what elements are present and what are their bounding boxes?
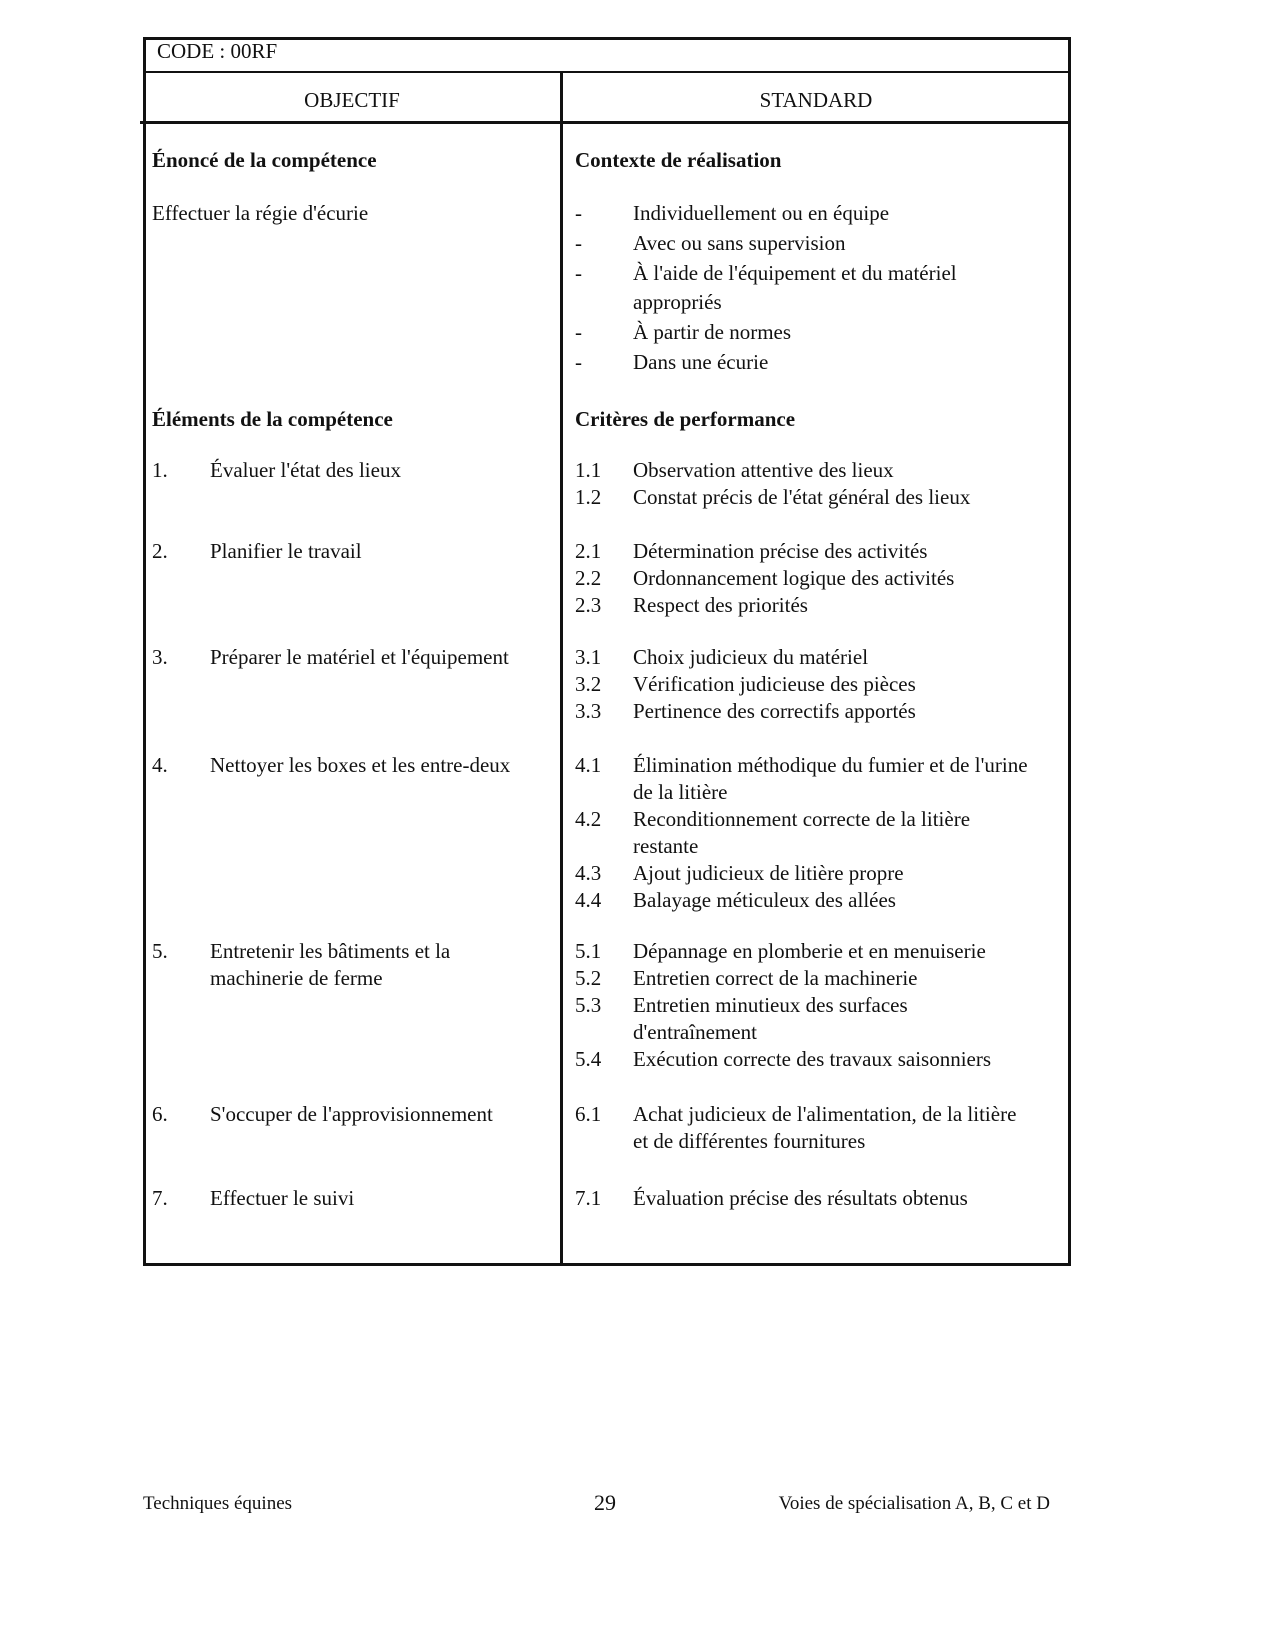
item-number: [575, 833, 633, 860]
criterion-item: [575, 592, 954, 619]
item-number: [152, 965, 210, 992]
item-text: Choix judicieux du matériel: [633, 645, 869, 669]
contexte-item: [575, 348, 957, 378]
element-text: [152, 1101, 493, 1128]
item-text: restante: [633, 834, 699, 858]
contexte-list: [575, 199, 957, 378]
item-number: 4.4: [575, 888, 602, 912]
item-number: 2.3: [575, 593, 602, 617]
item-text: Avec ou sans supervision: [633, 230, 846, 255]
criterion-item: [575, 671, 916, 698]
element-item: [152, 457, 401, 484]
criteria-list: [575, 752, 1028, 914]
item-text: Ordonnancement logique des activités: [633, 566, 955, 590]
criterion-item: [575, 644, 916, 671]
item-text: Entretien correct de la machinerie: [633, 966, 918, 990]
contexte-item: [575, 259, 957, 319]
item-number: 6.: [152, 1102, 168, 1126]
element-item: [152, 538, 362, 565]
element-item: [152, 1101, 493, 1128]
item-text: Planifier le travail: [210, 539, 362, 563]
header-objectif: OBJECTIF: [304, 88, 400, 112]
item-number: 3.1: [575, 645, 602, 669]
item-text: Évaluation précise des résultats obtenus: [633, 1186, 968, 1210]
column-divider: [560, 72, 563, 1265]
item-text: À partir de normes: [633, 320, 792, 345]
elements-title: Éléments de la compétence: [152, 407, 393, 431]
item-number: -: [575, 260, 582, 285]
item-text: Ajout judicieux de litière propre: [633, 861, 904, 885]
item-text: Entretien minutieux des surfaces: [633, 993, 908, 1017]
item-text: Reconditionnement correcte de la litière: [633, 807, 971, 831]
item-text: Préparer le matériel et l'équipement: [210, 645, 509, 669]
item-number: 3.3: [575, 699, 602, 723]
divider: [140, 121, 1071, 124]
footer-left: Techniques équines: [143, 1493, 293, 1514]
criteria-list: [575, 644, 916, 725]
criterion-item: [575, 538, 954, 565]
item-text: Balayage méticuleux des allées: [633, 888, 896, 912]
item-number: -: [575, 230, 582, 255]
contexte-item: [575, 199, 957, 229]
element-item: [152, 938, 450, 992]
criterion-item: [575, 806, 1028, 860]
element-item: [152, 1185, 354, 1212]
enonce-title: Énoncé de la compétence: [152, 148, 377, 172]
criterion-item: [575, 1046, 991, 1073]
item-number: 4.: [152, 753, 168, 777]
item-number: 7.: [152, 1186, 168, 1210]
contexte-item: [575, 318, 957, 348]
element-item: [152, 752, 510, 779]
criterion-item: [575, 457, 970, 484]
item-number: 3.: [152, 645, 168, 669]
divider: [143, 71, 1071, 73]
item-number: 2.: [152, 539, 168, 563]
criteres-title: Critères de performance: [575, 407, 796, 431]
criteria-list: [575, 1101, 1016, 1155]
item-number: 4.1: [575, 753, 602, 777]
contexte-item: [575, 229, 957, 259]
item-number: 5.1: [575, 939, 602, 963]
enonce-text: Effectuer la régie d'écurie: [152, 201, 369, 225]
item-text: Exécution correcte des travaux saisonniers: [633, 1047, 992, 1071]
item-text: Dépannage en plomberie et en menuiserie: [633, 939, 986, 963]
item-text: Nettoyer les boxes et les entre-deux: [210, 753, 511, 777]
item-text: de la litière: [633, 780, 728, 804]
item-text: Constat précis de l'état général des lieux: [633, 485, 971, 509]
item-text: Achat judicieux de l'alimentation, de la litière: [633, 1102, 1017, 1126]
item-text: Détermination précise des activités: [633, 539, 928, 563]
element-text: [152, 938, 450, 992]
item-text: Dans une écurie: [633, 349, 769, 374]
item-text: machinerie de ferme: [210, 966, 383, 990]
item-text: Vérification judicieuse des pièces: [633, 672, 916, 696]
criterion-item: [575, 484, 970, 511]
item-number: -: [575, 349, 582, 374]
element-text: [152, 752, 510, 779]
element-item: [152, 644, 509, 671]
item-text: Individuellement ou en équipe: [633, 201, 890, 225]
item-number: 1.: [152, 458, 168, 482]
item-text: Observation attentive des lieux: [633, 458, 894, 482]
item-number: [575, 288, 633, 318]
item-number: 2.1: [575, 539, 602, 563]
criterion-item: [575, 752, 1028, 806]
criterion-item: [575, 860, 1028, 887]
item-text: Évaluer l'état des lieux: [210, 458, 401, 482]
item-text: Respect des priorités: [633, 593, 808, 617]
item-text: À l'aide de l'équipement et du matériel: [633, 260, 957, 285]
item-number: 2.2: [575, 566, 602, 590]
item-text: Effectuer le suivi: [210, 1186, 355, 1210]
item-number: 6.1: [575, 1102, 602, 1126]
item-number: -: [575, 320, 582, 345]
item-text: et de différentes fournitures: [633, 1129, 866, 1153]
item-number: [575, 1019, 633, 1046]
criterion-item: [575, 1101, 1016, 1155]
criterion-item: [575, 698, 916, 725]
item-number: 5.4: [575, 1047, 602, 1071]
page-number: 29: [594, 1490, 616, 1515]
item-text: Élimination méthodique du fumier et de l'urine: [633, 753, 1028, 777]
criteria-list: [575, 1185, 968, 1212]
criteria-list: [575, 938, 991, 1073]
item-number: 5.2: [575, 966, 602, 990]
footer-right: Voies de spécialisation A, B, C et D: [778, 1493, 1050, 1514]
code-label: CODE : 00RF: [157, 39, 278, 63]
item-number: 4.2: [575, 807, 602, 831]
element-text: [152, 538, 362, 565]
criteria-list: [575, 457, 970, 511]
header-standard: STANDARD: [759, 88, 873, 112]
item-number: 4.3: [575, 861, 602, 885]
element-text: [152, 644, 509, 671]
criterion-item: [575, 938, 991, 965]
element-text: [152, 457, 401, 484]
item-text: Pertinence des correctifs apportés: [633, 699, 916, 723]
criteria-list: [575, 538, 954, 619]
contexte-title: Contexte de réalisation: [575, 148, 782, 172]
item-number: [575, 779, 633, 806]
element-text: [152, 1185, 354, 1212]
item-text: appropriés: [633, 290, 722, 315]
item-number: 5.: [152, 939, 168, 963]
criterion-item: [575, 887, 1028, 914]
criterion-item: [575, 965, 991, 992]
item-number: 1.2: [575, 485, 602, 509]
item-number: -: [575, 201, 582, 225]
item-number: 1.1: [575, 458, 602, 482]
item-number: [575, 1128, 633, 1155]
criterion-item: [575, 992, 991, 1046]
item-text: S'occuper de l'approvisionnement: [210, 1102, 493, 1126]
criterion-item: [575, 1185, 968, 1212]
item-number: 3.2: [575, 672, 602, 696]
item-number: 5.3: [575, 993, 602, 1017]
criterion-item: [575, 565, 954, 592]
item-text: d'entraînement: [633, 1020, 757, 1044]
item-text: Entretenir les bâtiments et la: [210, 939, 451, 963]
item-number: 7.1: [575, 1186, 602, 1210]
